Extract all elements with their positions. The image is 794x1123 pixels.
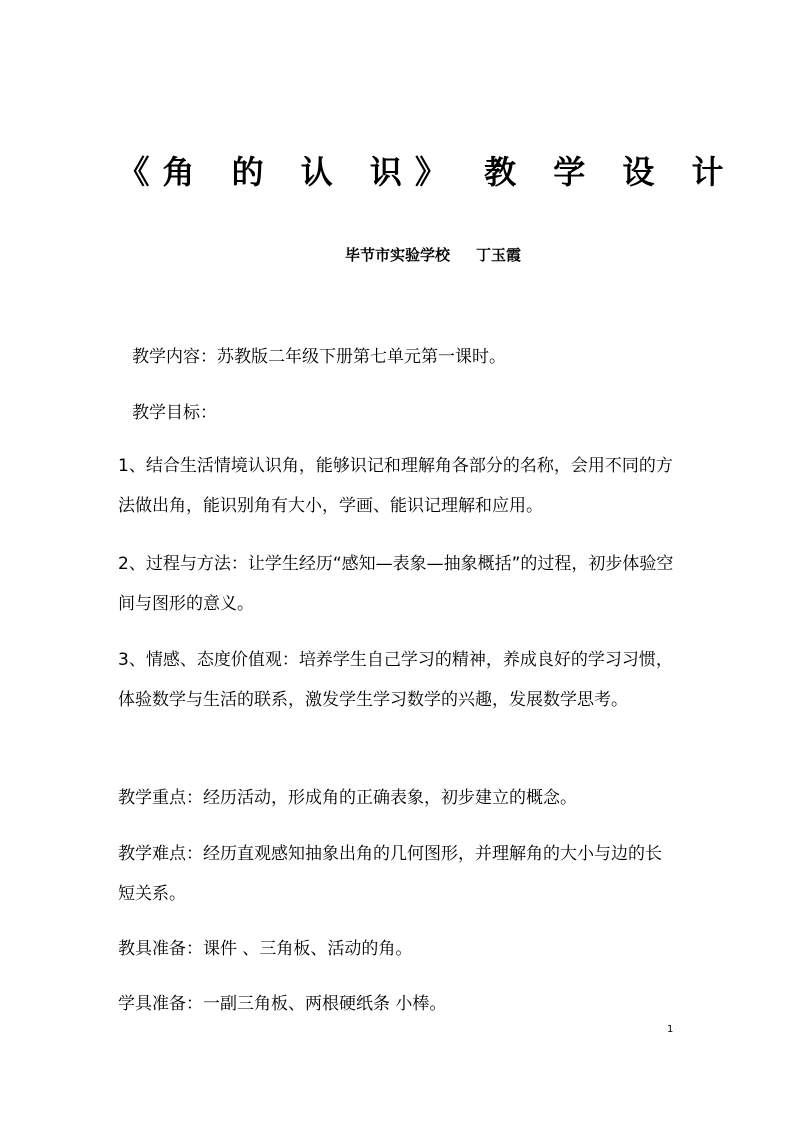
- author-line: [345, 243, 521, 267]
- document-title: 《角 的 认 识》 教 学 设 计: [117, 153, 737, 191]
- paragraph-key-points: 教学重点：经历活动，形成角的正确表象，初步建立的概念。: [118, 788, 577, 808]
- author-name: 丁玉霞: [476, 246, 522, 264]
- paragraph-teaching-aids: 教具准备：课件 、三角板、活动的角。: [118, 939, 413, 959]
- paragraph-student-materials: 学具准备：一副三角板、两根硬纸条 小棒。: [118, 994, 447, 1014]
- school-name: 毕节市实验学校: [345, 246, 451, 264]
- paragraph-difficulties: 教学难点：经历直观感知抽象出角的几何图形，并理解角的大小与边的长短关系。: [118, 844, 662, 904]
- page-number: 1: [667, 1024, 674, 1035]
- paragraph-goal-2: 2、过程与方法：让学生经历“感知—表象—抽象概括”的过程，初步体验空间与图形的意义。: [118, 554, 674, 614]
- paragraph-teaching-content: 教学内容：苏教版二年级下册第七单元第一课时。: [132, 347, 506, 367]
- paragraph-goal-1: 1、结合生活情境认识角，能够识记和理解角各部分的名称，会用不同的方法做出角，能识别角有大小，学画、能识记理解和应用。: [118, 456, 673, 516]
- paragraph-teaching-goals-heading: 教学目标：: [132, 403, 217, 423]
- paragraph-goal-3: 3、情感、态度价值观：培养学生自己学习的精神，养成良好的学习习惯，体验数学与生活的联系，激发学生学习数学的兴趣，发展数学思考。: [118, 650, 673, 710]
